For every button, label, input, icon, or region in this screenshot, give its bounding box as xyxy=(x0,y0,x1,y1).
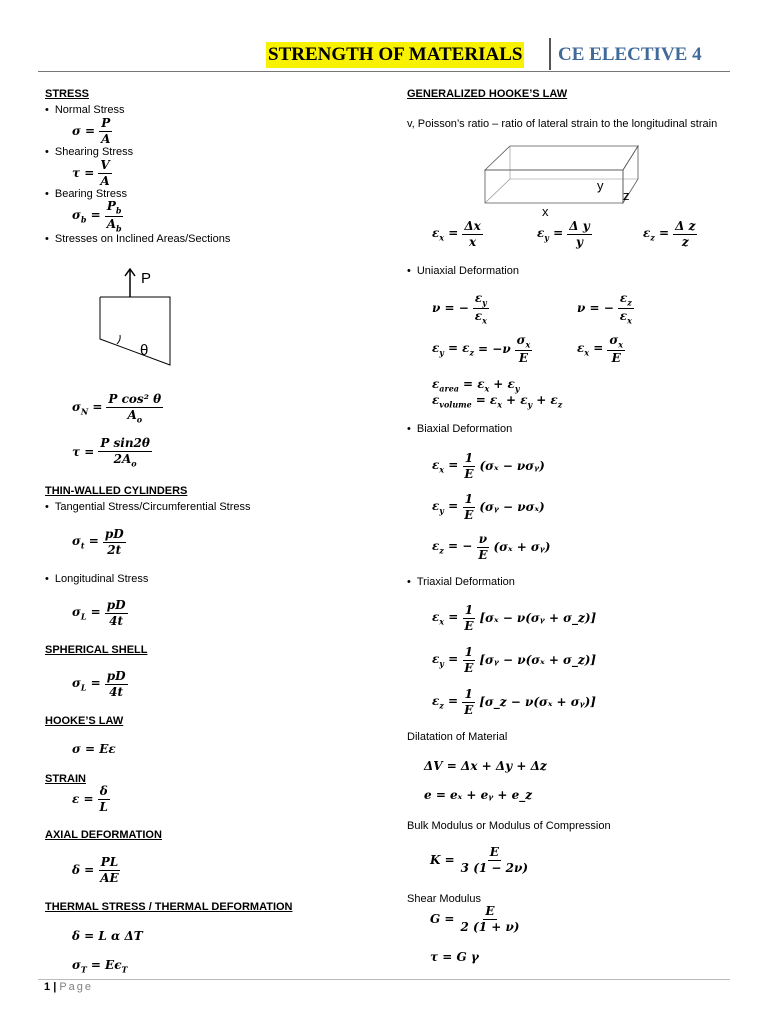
eq-strain: ε = $\frac{\delta}{L}$ xyxy=(72,784,108,814)
page-number: 1 xyxy=(44,981,51,993)
item-biaxial: • Biaxial Deformation xyxy=(407,423,512,435)
poisson-ratio-definition: v, Poisson’s ratio – ratio of lateral strain to the longitudinal strain xyxy=(407,118,718,130)
eq-bearing-stress: $\sigma_b$ = $\frac{P_b}{A_b}$ xyxy=(72,199,122,234)
page-footer xyxy=(44,981,93,993)
force-p-label: P xyxy=(141,270,152,287)
eq-longitudinal-stress: $\sigma_L$ = $\frac{pD}{4t}$ xyxy=(72,598,126,628)
eq-normal-inclined: $\sigma_N$ = $\frac{\text{P cos² θ}}{A_o}$ xyxy=(72,392,162,424)
eq-strain-y: $\varepsilon_y$ = $\frac{\text{Δ y}}{y}$ xyxy=(537,219,590,249)
item-triaxial: • Triaxial Deformation xyxy=(407,576,515,588)
eq-biaxial-z: $\varepsilon_z$ = − $\frac{\nu}{E}$ (σₓ + σᵧ) xyxy=(432,532,551,562)
eq-spherical-shell: $\sigma_L$ = $\frac{pD}{4t}$ xyxy=(72,669,126,699)
heading-thermal: THERMAL STRESS / THERMAL DEFORMATION xyxy=(45,901,293,913)
header-separator xyxy=(549,38,551,70)
eq-shearing-stress: τ = $\frac{V}{A}$ xyxy=(72,158,110,188)
eq-volume-strain: $\varepsilon_{volume}$ = $\varepsilon_x$ + $\varepsilon_y$ + $\varepsilon_z$ xyxy=(432,393,563,410)
item-longitudinal-stress: • Longitudinal Stress xyxy=(45,573,148,585)
eq-dilatation-volume: ΔV = Δx + Δy + Δz xyxy=(424,759,547,773)
footer-rule xyxy=(38,979,730,980)
eq-uniaxial-lateral: $\varepsilon_y$ = $\varepsilon_z$ = −ν $\frac{\sigma_x}{E}$ xyxy=(432,333,531,365)
theta-label: θ xyxy=(140,342,149,359)
item-uniaxial: • Uniaxial Deformation xyxy=(407,265,519,277)
heading-dilatation: Dilatation of Material xyxy=(407,731,508,743)
eq-shear-stress-strain: τ = G γ xyxy=(430,950,479,964)
eq-strain-z: $\varepsilon_z$ = $\frac{\text{Δ z}}{z}$ xyxy=(643,219,696,249)
eq-shear-inclined: τ = $\frac{\text{P sin2θ}}{2A_o}$ xyxy=(72,436,150,468)
item-inclined-stress: • Stresses on Inclined Areas/Sections xyxy=(45,233,230,245)
header-rule xyxy=(38,71,730,72)
item-tangential-stress: • Tangential Stress/Circumferential Stress xyxy=(45,501,251,513)
heading-thin-walled: THIN-WALLED CYLINDERS xyxy=(45,485,188,497)
eq-poisson-z: ν = − $\frac{\varepsilon_z}{\varepsilon_x}$ xyxy=(577,291,632,326)
eq-area-strain: $\varepsilon_{area}$ = $\varepsilon_x$ + $\varepsilon_y$ xyxy=(432,377,520,394)
eq-bulk-modulus: K = $\frac{E}{3 (1 - 2\nu)}$ xyxy=(430,845,528,875)
eq-tangential-stress: $\sigma_t$ = $\frac{pD}{2t}$ xyxy=(72,527,124,557)
heading-axial-deformation: AXIAL DEFORMATION xyxy=(45,829,162,841)
heading-bulk-modulus: Bulk Modulus or Modulus of Compression xyxy=(407,820,611,832)
eq-thermal-deformation: δ = L α ΔT xyxy=(72,929,143,943)
item-bearing-stress: • Bearing Stress xyxy=(45,188,127,200)
eq-hookes-law: σ = Eε xyxy=(72,742,116,756)
page-label: Page xyxy=(59,981,94,993)
eq-thermal-stress: $\sigma_T$ = $E\epsilon_T$ xyxy=(72,958,128,975)
eq-biaxial-y: $\varepsilon_y$ = $\frac{1}{E}$ (σᵧ − νσₓ) xyxy=(432,492,545,522)
eq-triaxial-x: $\varepsilon_x$ = $\frac{1}{E}$ [σₓ − ν(σᵧ + σ_z)] xyxy=(432,603,597,633)
eq-poisson-y: ν = − $\frac{\varepsilon_y}{\varepsilon_x}$ xyxy=(432,291,487,326)
eq-triaxial-z: $\varepsilon_z$ = $\frac{1}{E}$ [σ_z − ν(σₓ + σᵧ)] xyxy=(432,687,596,717)
eq-strain-x: $\varepsilon_x$ = $\frac{\Delta x}{x}$ xyxy=(432,219,481,249)
item-shearing-stress: • Shearing Stress xyxy=(45,146,133,158)
page-header-course: CE ELECTIVE 4 xyxy=(558,44,702,65)
item-normal-stress: • Normal Stress xyxy=(45,104,125,116)
heading-spherical-shell: SPHERICAL SHELL xyxy=(45,644,148,656)
heading-strain: STRAIN xyxy=(45,773,86,785)
box-z-label: z xyxy=(623,188,630,203)
eq-dilatation-strain: e = eₓ + eᵧ + e_z xyxy=(424,788,533,802)
eq-normal-stress: σ = $\frac{P}{A}$ xyxy=(72,116,111,146)
eq-shear-modulus: G = $\frac{E}{2 (1 + \nu)}$ xyxy=(430,904,520,934)
heading-shear-modulus: Shear Modulus xyxy=(407,893,481,905)
eq-uniaxial-axial: $\varepsilon_x$ = $\frac{\sigma_x}{E}$ xyxy=(577,333,623,365)
eq-axial-deformation: δ = $\frac{PL}{AE}$ xyxy=(72,855,119,885)
box-y-label: y xyxy=(597,178,604,193)
heading-stress: STRESS xyxy=(45,88,90,100)
eq-triaxial-y: $\varepsilon_y$ = $\frac{1}{E}$ [σᵧ − ν(σₓ + σ_z)] xyxy=(432,645,597,675)
heading-generalized-hooke: GENERALIZED HOOKE’S LAW xyxy=(407,88,568,100)
page-header-title: STRENGTH OF MATERIALS xyxy=(266,42,524,68)
box-x-label: x xyxy=(542,204,549,218)
inclined-section-figure xyxy=(95,262,185,372)
page-separator: | xyxy=(53,981,57,993)
eq-biaxial-x: $\varepsilon_x$ = $\frac{1}{E}$ (σₓ − νσᵧ) xyxy=(432,451,545,481)
strain-box-figure xyxy=(480,143,645,218)
heading-hookes-law: HOOKE’S LAW xyxy=(45,715,124,727)
